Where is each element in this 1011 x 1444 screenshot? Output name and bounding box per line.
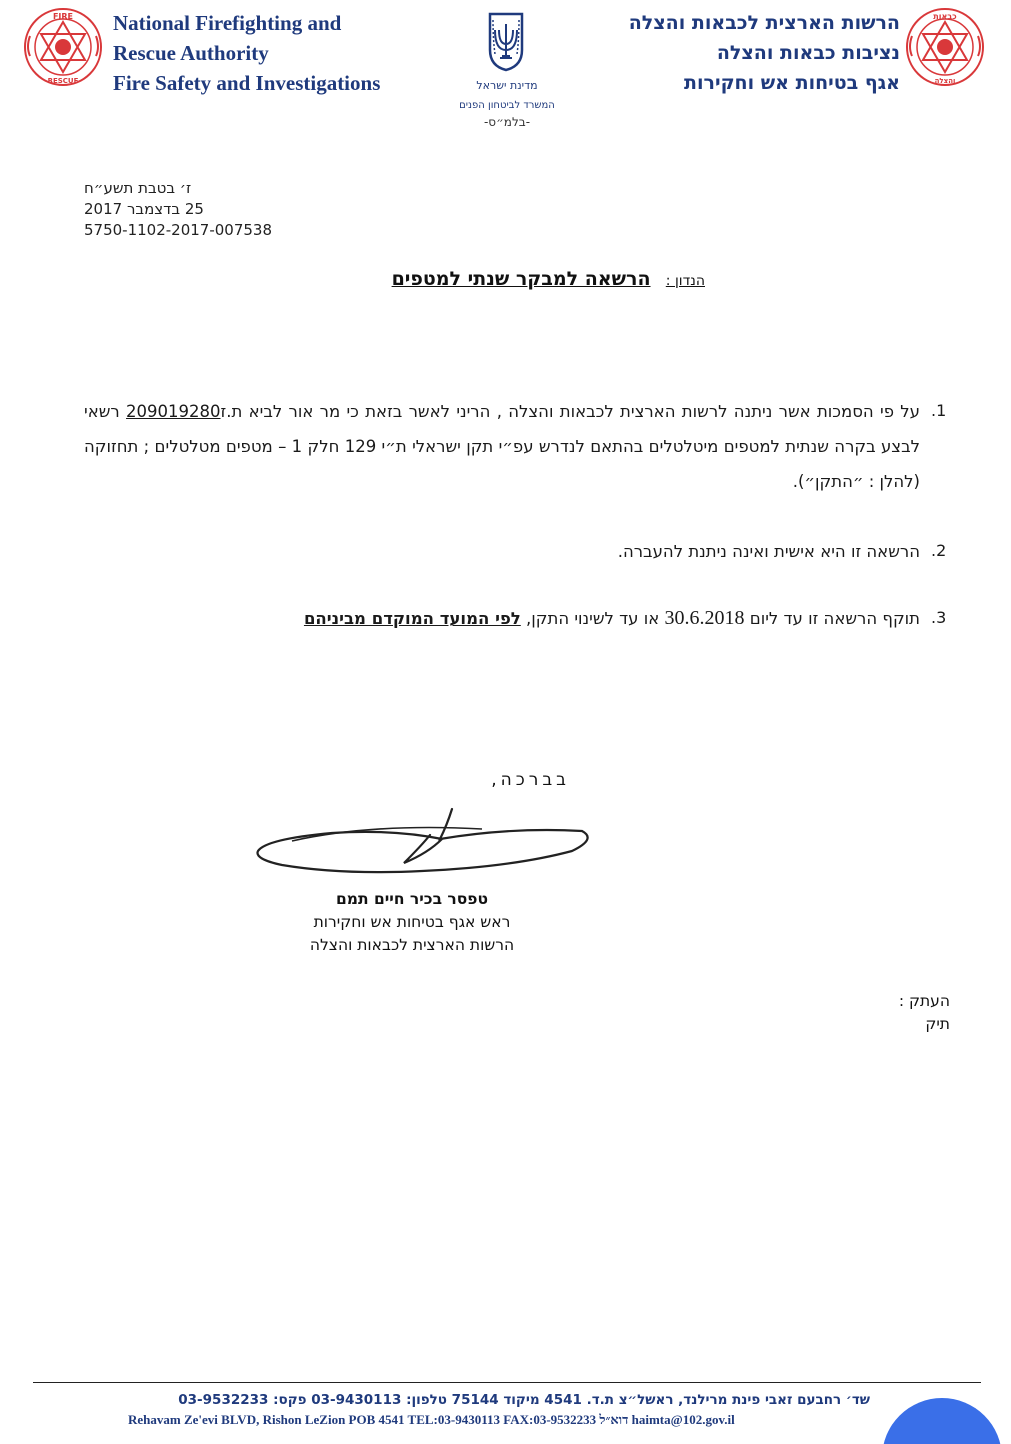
id-number: 209019280 <box>126 402 221 421</box>
paragraph-3 <box>84 601 920 636</box>
logo-left-bottom-text: RESCUE <box>47 77 79 85</box>
header-english <box>113 8 413 98</box>
fire-rescue-logo-left <box>22 6 104 88</box>
logo-right-bottom-text: והצלה <box>934 77 956 85</box>
gregorian-date: 25 בדצמבר 2017 <box>84 200 204 218</box>
expiry-date: 30.6.2018 <box>664 607 745 629</box>
paragraph-3-part-b: או עד לשינוי התקן, <box>526 609 660 628</box>
emblem-line1: מדינת ישראל <box>476 79 538 92</box>
copy-label: העתק : <box>898 992 950 1010</box>
paragraph-3-part-a: תוקף הרשאה זו עד ליום <box>749 609 920 628</box>
signer-name: טפסר בכיר חיים תמם <box>335 890 489 908</box>
paragraph-1 <box>84 394 920 499</box>
subject-label: הנדון : <box>665 273 705 289</box>
paragraph-1-part-a: על פי הסמכות אשר ניתנה לרשות הארצית לכבאות והצלה , הריני לאשר בזאת כי מר אור לביא ת.ז <box>220 402 920 421</box>
footer-divider <box>33 1382 981 1383</box>
date-block <box>84 178 344 241</box>
footer-english-address: Rehavam Ze'evi BLVD, Rishon LeZion POB 4541 TEL:03-9430113 FAX:03-9532233 דוא״ל haimta@102.gov.il <box>128 1412 735 1427</box>
logo-right-top-text: כבאות <box>933 12 957 21</box>
classification-label: -בלמ״ס- <box>483 115 531 129</box>
hebrew-date: ז׳ בטבת תשע״ח <box>84 179 192 197</box>
logo-left-top-text: FIRE <box>52 12 74 21</box>
signer-title-1: ראש אגף בטיחות אש וחקירות <box>313 913 511 931</box>
subject-line <box>300 268 705 290</box>
subject-text: הרשאה למבקר שנתי למטפים <box>391 268 651 290</box>
signer-title-2: הרשות הארצית לכבאות והצלה <box>309 936 515 954</box>
paragraph-3-emphasis: לפי המועד המוקדם מביניהם <box>303 609 521 628</box>
header-he-line3: אגף בטיחות אש וחקירות <box>684 72 900 94</box>
fire-rescue-logo-right <box>904 6 986 88</box>
footer-hebrew-address: שד׳ רחבעם זאבי פינת מרילנד, ראשל״צ ת.ד. 4541 מיקוד 75144 טלפון: 03-9430113 פקס: 03-9532233 <box>178 1392 870 1408</box>
reference-number: 5750-1102-2017-007538 <box>84 221 273 239</box>
state-emblem-icon <box>487 10 525 72</box>
paragraph-2: הרשאה זו היא אישית ואינה ניתנת להעברה. <box>617 542 920 561</box>
header-en-line2: Rescue Authority <box>113 41 269 65</box>
emblem-line2: המשרד לביטחון הפנים <box>459 100 555 111</box>
emblem-caption <box>437 78 577 130</box>
header-he-line1: הרשות הארצית לכבאות והצלה <box>628 12 900 34</box>
header-en-line3: Fire Safety and Investigations <box>113 71 381 95</box>
item-number-2: .2 <box>931 541 947 560</box>
signer-block <box>260 888 564 957</box>
copy-block <box>860 990 950 1036</box>
greeting: בברכה, <box>491 770 570 790</box>
copy-item: תיק <box>925 1015 950 1033</box>
header-he-line2: נציבות כבאות והצלה <box>716 42 900 64</box>
item-number-1: .1 <box>931 401 947 420</box>
header-hebrew <box>570 8 900 98</box>
paragraph-1-part-b: רשאי לבצע בקרה שנתית למטפים מיטלטלים בהתאם לנדרש עפ״י תקן ישראלי ת״י 129 חלק 1 – מטפים מטלטלים ; תחזוקה (להלן : ״התקן״). <box>84 402 921 491</box>
floating-action-button[interactable] <box>882 1398 1002 1444</box>
item-number-3: .3 <box>931 608 947 627</box>
header-en-line1: National Firefighting and <box>113 11 342 35</box>
handwritten-signature <box>252 805 597 887</box>
